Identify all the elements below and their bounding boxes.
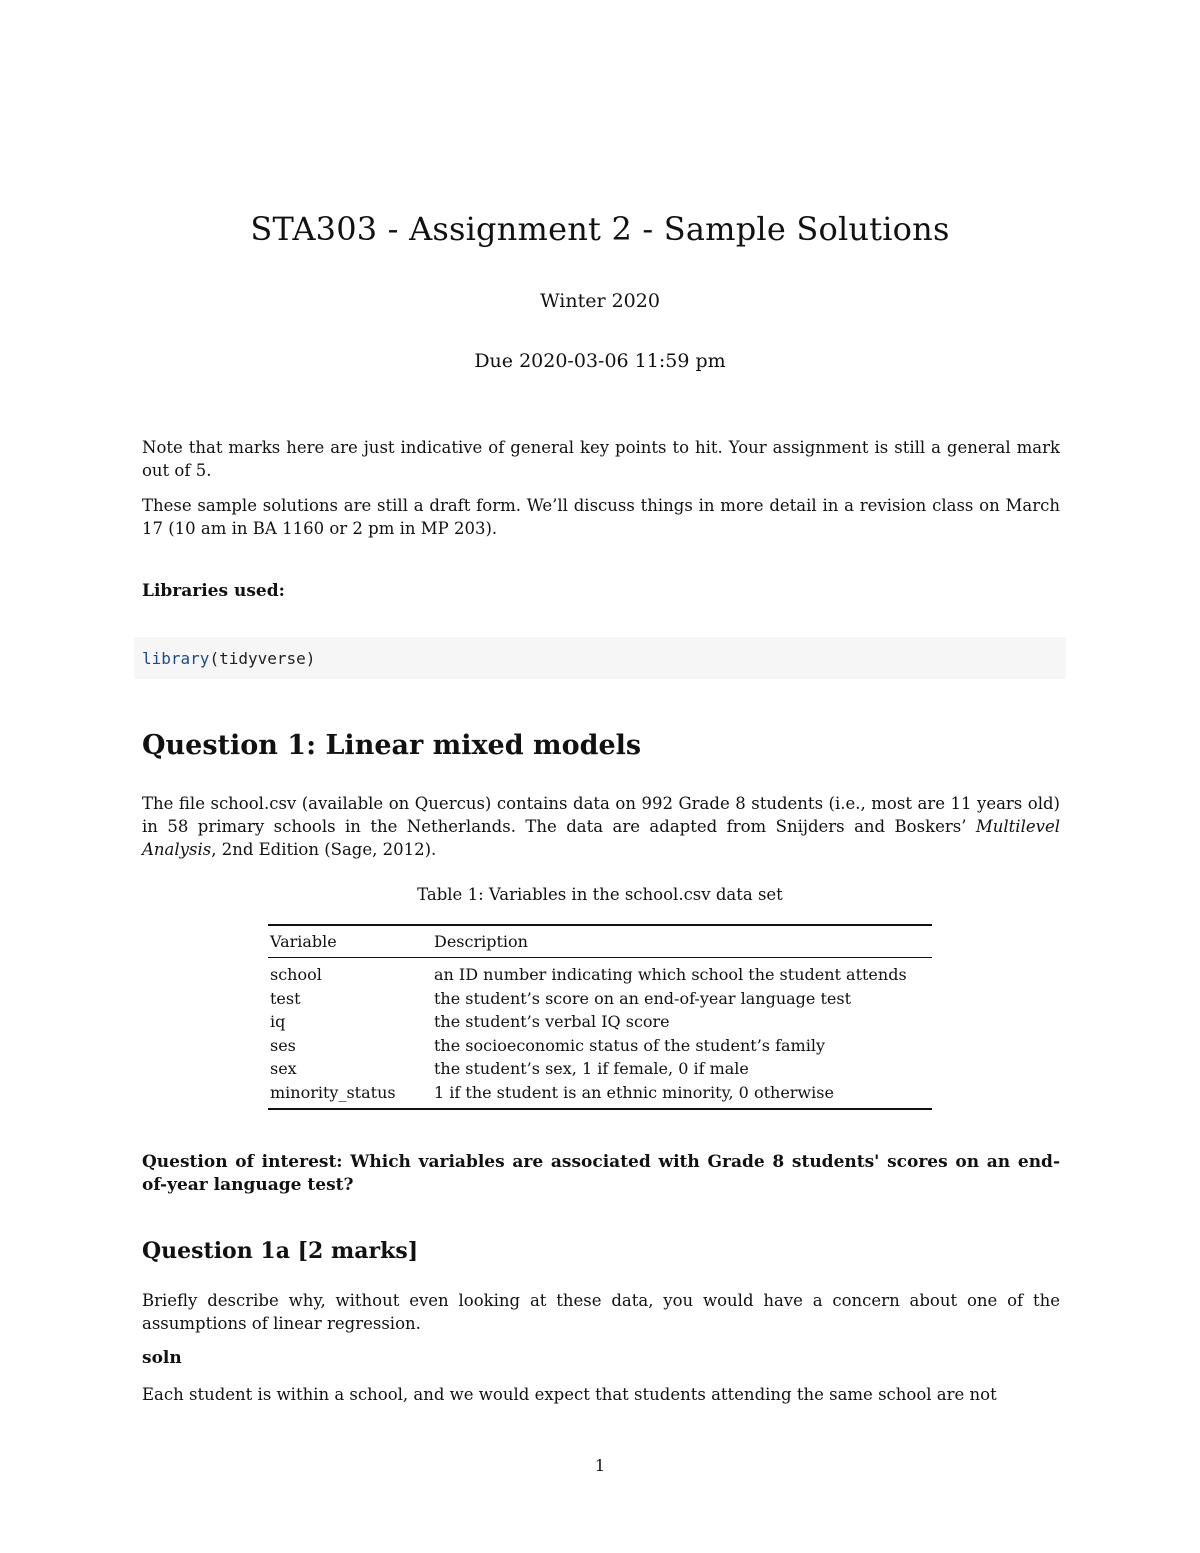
question-1-description: [142, 792, 1060, 861]
document-title: STA303 - Assignment 2 - Sample Solutions: [250, 210, 950, 248]
variable-cell: ses: [270, 1035, 296, 1055]
page-number: 1: [594, 1456, 606, 1475]
table-row: [268, 1010, 932, 1034]
intro-draft-note: These sample solutions are still a draft form. We’ll discuss things in more detail in a revision class on March 17 (10 am in BA 1160 or 2 pm in MP 203).: [142, 496, 1060, 538]
question-1a-heading: Question 1a [2 marks]: [142, 1238, 419, 1264]
libraries-label: Libraries used:: [142, 581, 285, 601]
intro-note: Note that marks here are just indicative of general key points to hit. Your assignment is still a general mark out of 5.: [142, 438, 1060, 480]
description-cell: the student’s verbal IQ score: [434, 1012, 670, 1031]
description-cell: the student’s score on an end-of-year language test: [434, 988, 851, 1008]
description-cell: the student’s sex, 1 if female, 0 if male: [434, 1059, 749, 1078]
description-cell: an ID number indicating which school the student attends: [434, 965, 907, 984]
table-row: [268, 1057, 932, 1081]
solution-text: Each student is within a school, and we would expect that students attending the same school are not: [142, 1385, 997, 1404]
code-line: [142, 649, 315, 668]
book-title: Multilevel Analysis: [142, 817, 1060, 859]
column-header-description: Description: [432, 925, 932, 958]
variable-cell: test: [270, 988, 301, 1008]
column-header-variable: Variable: [268, 925, 432, 958]
table-header-row: [268, 925, 932, 958]
description-text-end: , 2nd Edition (Sage, 2012).: [211, 840, 437, 859]
variable-cell: iq: [270, 1012, 286, 1031]
variable-cell: school: [270, 965, 322, 984]
variables-table: [268, 924, 932, 1110]
variable-cell: sex: [270, 1059, 297, 1078]
table-row: [268, 1034, 932, 1058]
description-text: The file school.csv (available on Quercus) contains data on 992 Grade 8 students (i.e., most are 11 years old) in 58 primary schools in the Netherlands. The data are adapted from Snijders and Boskers’: [142, 794, 1060, 836]
description-cell: the socioeconomic status of the student’s family: [434, 1035, 825, 1055]
solution-label: soln: [142, 1348, 182, 1368]
variable-cell: minority_status: [268, 1081, 432, 1110]
code-function: library: [142, 649, 210, 668]
table-caption: Table 1: Variables in the school.csv data set: [417, 885, 783, 904]
question-1a-prompt: Briefly describe why, without even looking at these data, you would have a concern about one of the assumptions of linear regression.: [142, 1291, 1060, 1333]
due-date: Due 2020-03-06 11:59 pm: [474, 350, 726, 372]
code-argument: (tidyverse): [209, 649, 316, 668]
question-of-interest: Question of interest: Which variables are associated with Grade 8 students' scores on an end-of-year language test?: [142, 1152, 1060, 1195]
term-subtitle: Winter 2020: [540, 290, 660, 312]
code-block: [134, 637, 1066, 679]
table-row: [268, 987, 932, 1011]
question-1-heading: Question 1: Linear mixed models: [142, 730, 642, 761]
table-row: [268, 958, 932, 987]
table-row: [268, 1081, 932, 1110]
description-cell: 1 if the student is an ethnic minority, 0 otherwise: [432, 1081, 932, 1110]
